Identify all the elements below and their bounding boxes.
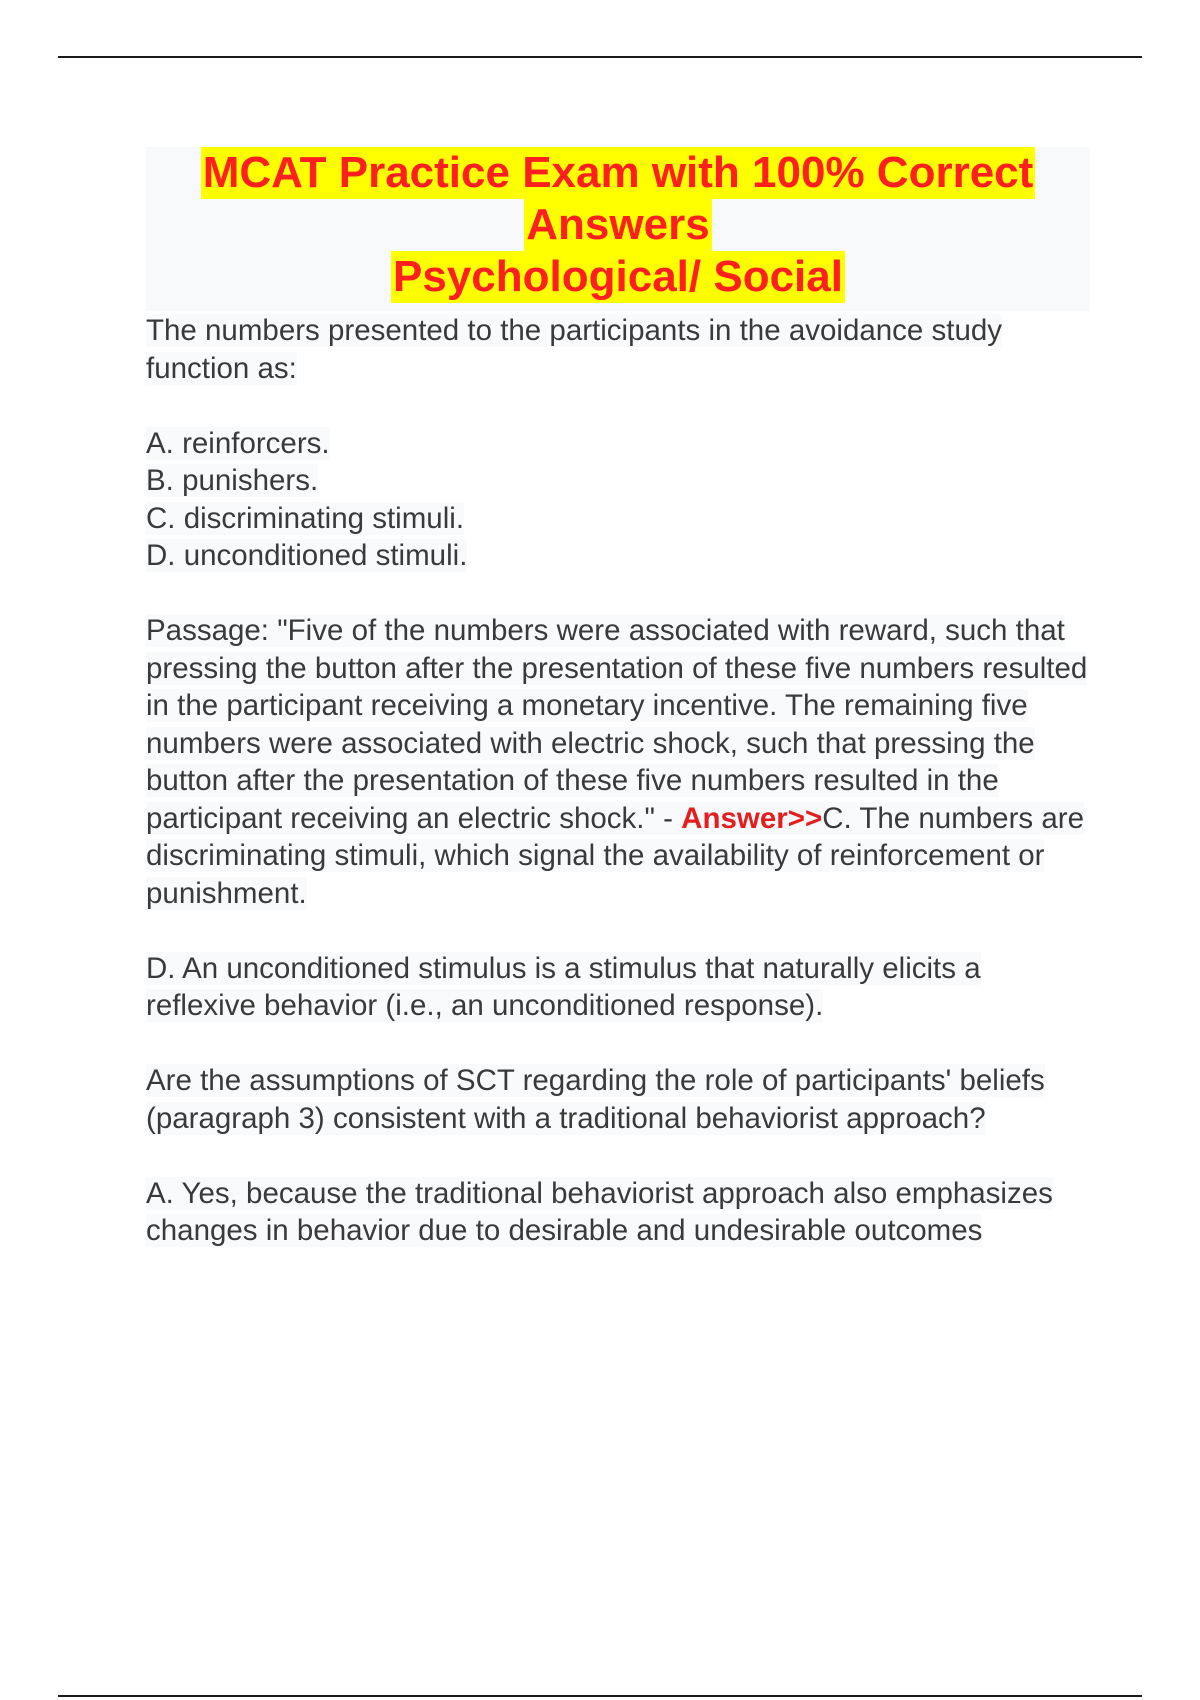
top-rule [58, 56, 1142, 58]
bottom-rule [58, 1695, 1142, 1697]
explanation: D. An unconditioned stimulus is a stimulus that naturally elicits a reflexive behavior (i.e., an unconditioned response). [146, 951, 981, 1022]
option-a: A. reinforcers. [146, 426, 330, 460]
title-line-3: Psychological/ Social [393, 252, 843, 301]
question-2-option-a: A. Yes, because the traditional behaviorist approach also emphasizes changes in behavior due to desirable and undesirable outcomes [146, 1176, 1053, 1247]
answer-label: Answer>> [681, 801, 823, 835]
title-block [146, 147, 1090, 311]
answer-text: C. The numbers are discriminating stimuli, which signal the availability of reinforcement or punishment. [146, 801, 1084, 910]
title-line-1: MCAT Practice Exam with 100% Correct [202, 148, 1034, 197]
passage-text: Passage: "Five of the numbers were associated with reward, such that pressing the button after the presentation of these five numbers resulted in the participant receiving a monetary incentive. The remaining five numbers were associated with electric shock, such that pressing the button after the presentation of these five numbers resulted in the participant receiving an electric shock." - [146, 614, 1088, 835]
title-line-2: Answers [526, 200, 710, 249]
passage-paragraph [146, 612, 1090, 912]
option-b: B. punishers. [146, 464, 319, 497]
question-1-stem: The numbers presented to the participants in the avoidance study function as: [146, 314, 1003, 385]
document-body [146, 312, 1090, 1250]
question-2-stem: Are the assumptions of SCT regarding the role of participants' beliefs (paragraph 3) consistent with a traditional behaviorist approach? [146, 1064, 1045, 1135]
option-c: C. discriminating stimuli. [146, 501, 465, 535]
option-d: D. unconditioned stimuli. [146, 539, 468, 572]
